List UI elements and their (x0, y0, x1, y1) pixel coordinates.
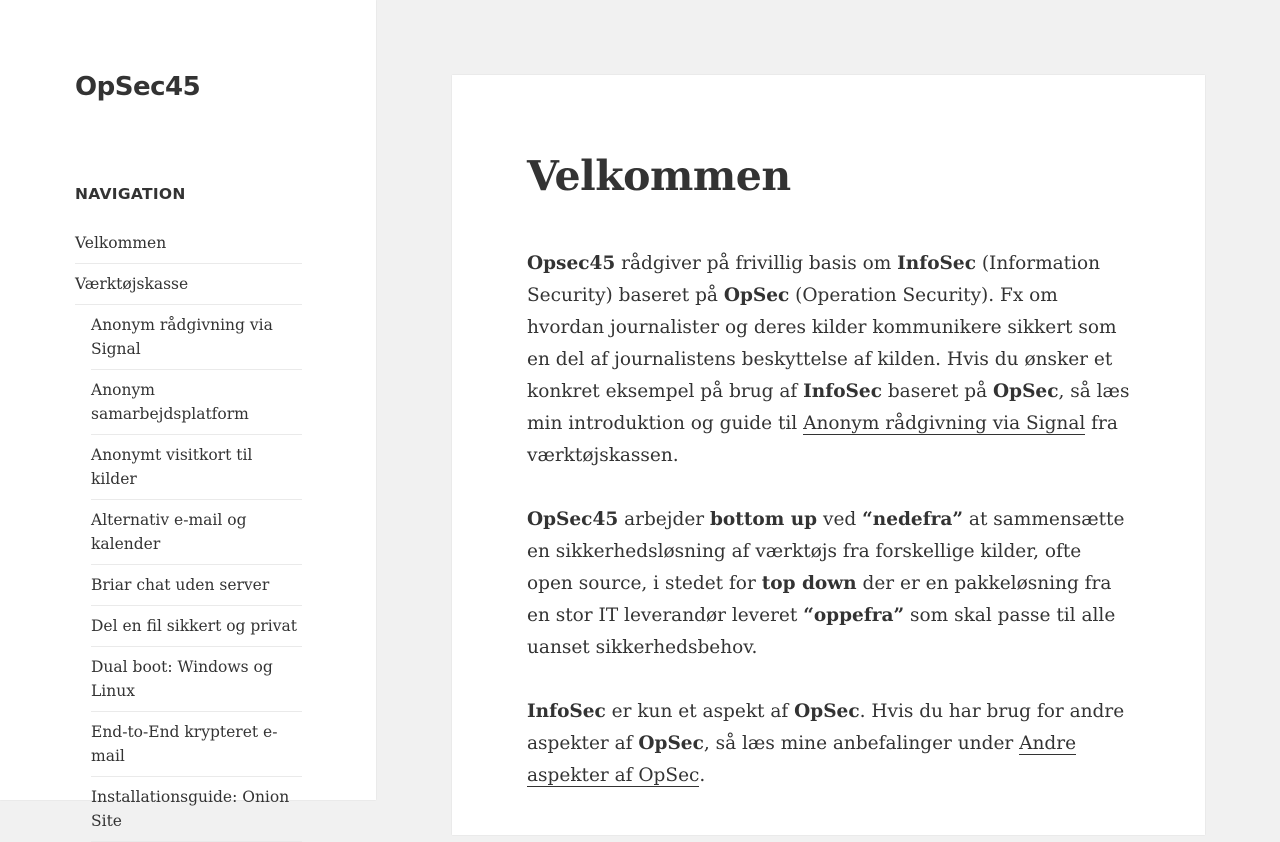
nav-link-vaerktojskasse[interactable]: Værktøjskasse (75, 272, 302, 305)
text: . (699, 765, 706, 786)
navigation-submenu (75, 305, 302, 842)
text: at sammensætte en sikkerhedsløsning af værktøjs fra forskellige kilder, ofte open source, i stedet for (527, 509, 1125, 594)
bold-text: InfoSec (803, 381, 882, 402)
nav-item-vaerktojskasse (75, 264, 302, 842)
nav-link-velkommen[interactable]: Velkommen (75, 234, 167, 252)
text: (Information Security) baseret på (527, 253, 1101, 306)
nav-subitem (91, 435, 302, 500)
text: der er en pakkeløsning fra en stor IT leverandør leveret (527, 573, 1112, 626)
bold-text: OpSec (993, 381, 1059, 402)
nav-link-alternativ-email[interactable]: Alternativ e-mail og kalender (91, 511, 247, 553)
bold-text: OpSec (794, 701, 860, 722)
text: er kun et aspekt af (605, 701, 795, 722)
paragraph-intro (527, 248, 1130, 472)
nav-link-anonym-samarbejdsplatform[interactable]: Anonym samarbejdsplatform (91, 381, 249, 423)
nav-link-del-en-fil[interactable]: Del en fil sikkert og privat (91, 617, 297, 635)
text: rådgiver på frivillig basis om (615, 253, 898, 274)
text: arbejder (618, 509, 710, 530)
navigation-heading: NAVIGATION (75, 185, 186, 203)
site-title-link[interactable]: OpSec45 (75, 72, 201, 102)
nav-subitem (91, 606, 302, 647)
nav-subitem (91, 500, 302, 565)
text: fra værktøjskassen. (527, 413, 1118, 466)
bold-text: OpSec (723, 285, 790, 306)
navigation-menu (75, 223, 302, 842)
link-andre-aspekter[interactable]: Andre aspekter af OpSec (527, 733, 1077, 786)
text: baseret på (881, 381, 994, 402)
nav-item-velkommen (75, 223, 302, 264)
nav-subitem (91, 647, 302, 712)
nav-link-dual-boot[interactable]: Dual boot: Windows og Linux (91, 658, 273, 700)
page-title: Velkommen (527, 152, 791, 200)
nav-subitem (91, 370, 302, 435)
nav-link-anonym-radgivning[interactable]: Anonym rådgivning via Signal (91, 316, 273, 358)
nav-subitem (91, 305, 302, 370)
bold-text: “oppefra” (803, 605, 905, 626)
nav-link-e2e-email[interactable]: End-to-End krypteret e-mail (91, 723, 278, 765)
text: . Hvis du har brug for andre aspekter af (527, 701, 1125, 754)
text: , så læs min introduktion og guide til (527, 381, 1130, 434)
text: som skal passe til alle uanset sikkerhedsbehov. (527, 605, 1116, 658)
article (527, 150, 1130, 792)
text: , så læs mine anbefalinger under (703, 733, 1020, 754)
nav-link-briar-chat[interactable]: Briar chat uden server (91, 576, 270, 594)
nav-subitem (91, 565, 302, 606)
nav-subitem (91, 777, 302, 842)
bold-text: “nedefra” (862, 509, 964, 530)
bold-text: OpSec (638, 733, 704, 754)
paragraph-bottom-up (527, 504, 1130, 664)
nav-link-anonymt-visitkort[interactable]: Anonymt visitkort til kilder (91, 446, 253, 488)
bold-text: OpSec45 (527, 509, 619, 530)
link-anonym-radgivning[interactable]: Anonym rådgivning via Signal (803, 413, 1086, 434)
nav-subitem (91, 712, 302, 777)
text: (Operation Security). Fx om hvordan journalister og deres kilder kommunikere sikkert som en del af journalistens beskyttelse af kilden. Hvis du ønsker et konkret eksempel på brug af (527, 285, 1117, 402)
text: ved (817, 509, 863, 530)
bold-text: InfoSec (897, 253, 976, 274)
sidebar (0, 0, 376, 830)
bold-text: bottom up (710, 509, 818, 530)
paragraph-infosec (527, 696, 1130, 792)
bold-text: Opsec45 (527, 253, 616, 274)
nav-link-onion-site[interactable]: Installationsguide: Onion Site (91, 788, 290, 830)
main-content (452, 75, 1205, 835)
bold-text: InfoSec (527, 701, 606, 722)
bold-text: top down (761, 573, 857, 594)
